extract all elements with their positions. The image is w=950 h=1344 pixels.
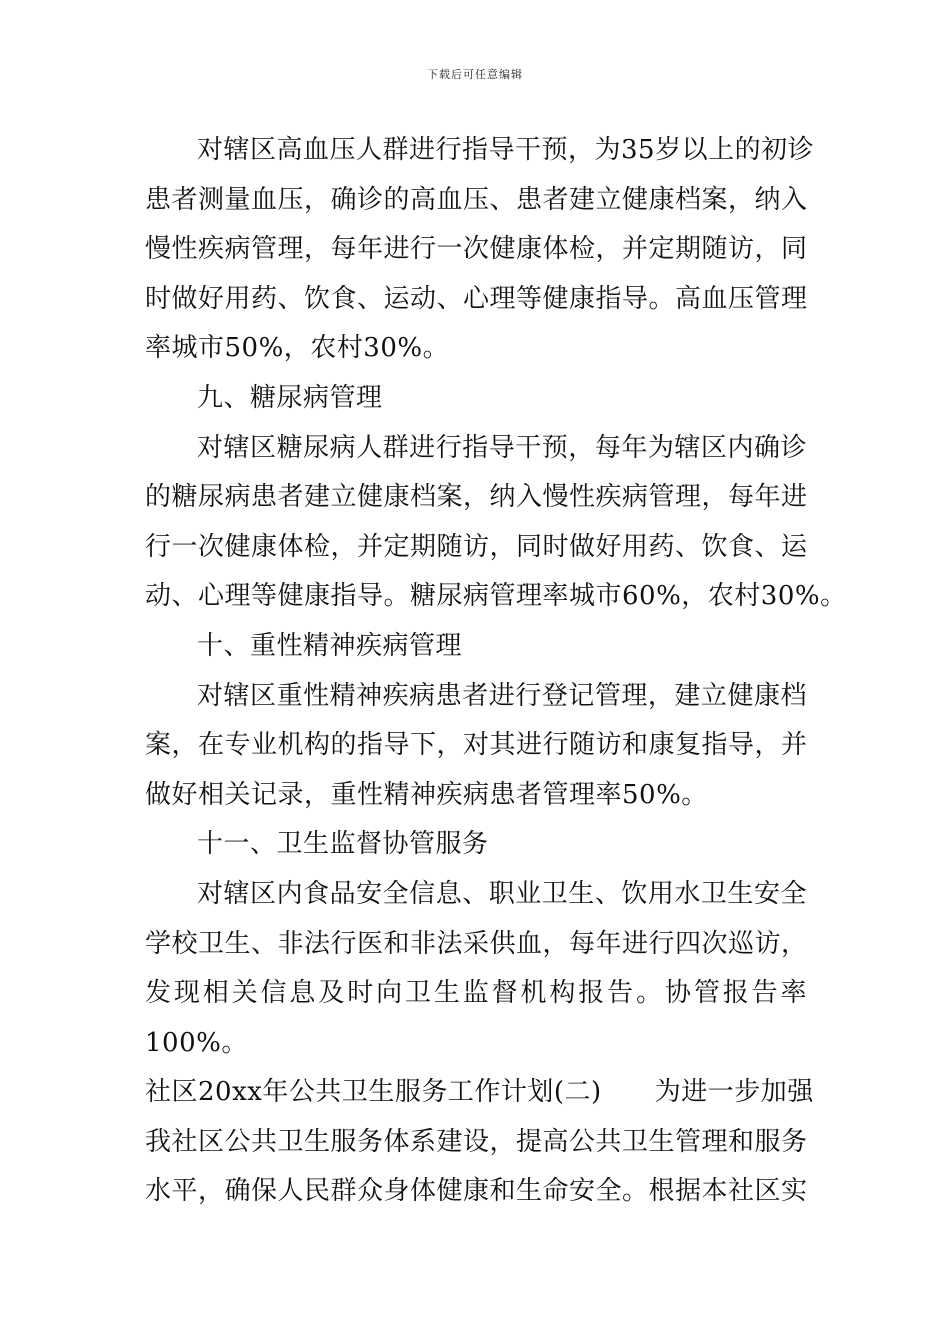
paragraph-line: 发现相关信息及时向卫生监督机构报告。协管报告率: [145, 978, 807, 1009]
section-heading: 十一、卫生监督协管服务: [197, 829, 489, 860]
paragraph-line: 我社区公共卫生服务体系建设，提高公共卫生管理和服务: [145, 1126, 808, 1157]
body-text: [145, 126, 847, 1217]
paragraph-line: 案，在专业机构的指导下，对其进行随访和康复指导，并: [145, 730, 808, 761]
paragraph-line: 社区20xx年公共卫生服务工作计划(二) 为进一步加强: [145, 1077, 814, 1108]
paragraph-line: 的糖尿病患者建立健康档案，纳入慢性疾病管理，每年进: [145, 482, 808, 513]
paragraph-line: 患者测量血压，确诊的高血压、患者建立健康档案，纳入: [145, 184, 808, 215]
paragraph-line: 对辖区重性精神疾病患者进行登记管理，建立健康档: [197, 680, 807, 711]
paragraph-line: 对辖区内食品安全信息、职业卫生、饮用水卫生安全: [197, 878, 807, 909]
paragraph-line: 对辖区高血压人群进行指导干预，为35岁以上的初诊: [197, 135, 815, 165]
paragraph-line: 慢性疾病管理，每年进行一次健康体检，并定期随访，同: [145, 234, 808, 265]
paragraph-line: 时做好用药、饮食、运动、心理等健康指导。高血压管理: [145, 283, 808, 314]
section-heading: 十、重性精神疾病管理: [197, 630, 463, 661]
section-heading: 九、糖尿病管理: [197, 382, 383, 413]
paragraph-line: 行一次健康体检，并定期随访，同时做好用药、饮食、运: [145, 531, 808, 562]
paragraph-line: 对辖区糖尿病人群进行指导干预，每年为辖区内确诊: [197, 432, 807, 463]
paragraph-line: 学校卫生、非法行医和非法采供血，每年进行四次巡访，: [145, 928, 808, 959]
paragraph-line: 做好相关记录，重性精神疾病患者管理率50%。: [145, 779, 708, 810]
header-note: 下载后可任意编辑: [427, 68, 523, 81]
paragraph-line: 水平，确保人民群众身体健康和生命安全。根据本社区实: [145, 1176, 808, 1207]
paragraph-line: 率城市50%，农村30%。: [145, 333, 450, 364]
paragraph-line: 动、心理等健康指导。糖尿病管理率城市60%，农村30%。: [145, 581, 847, 612]
paragraph-line: 100%。: [145, 1027, 248, 1058]
